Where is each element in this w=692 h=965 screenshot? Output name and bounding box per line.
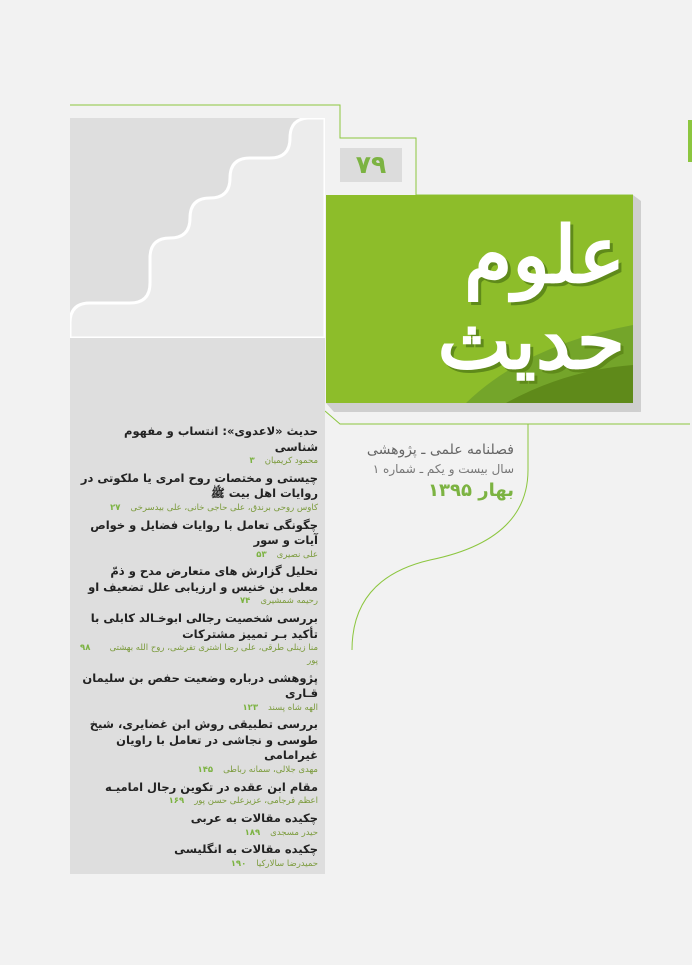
article-page: ۱۴۵ [197,764,214,775]
article-authors: علی نصیری [276,549,318,560]
article-title: چکیده مقالات به انگلیسی [174,842,318,857]
article-title: چکیده مقالات به عربی [190,811,318,825]
article-title: مقام ابن عقده در تکوین رجال امامیـه [104,779,318,794]
article-authors: مهدی جلالی، سمانه رباطی [223,764,318,775]
article-page: ۱۸۹ [244,827,261,838]
issue-number: ۷۹ [340,148,402,182]
article-authors: رحیمه شمشیری [260,596,318,607]
article-authors: الهه شاه پسند [268,702,318,713]
toc-item [80,717,318,776]
article-title: حدیث «لاعدوی»: انتساب و مفهوم شناسی [124,424,318,454]
table-of-contents [80,424,318,874]
article-title: پژوهشی درباره وضعیت حفص بن سلیمان قـاری [82,670,318,701]
article-authors: حیدر مسجدی [270,827,318,838]
journal-type: فصلنامه علمی ـ پژوهشی [366,442,514,458]
article-page: ۷۴ [239,596,251,607]
article-authors: منا زینلی طرقی، علی رضا اشتری تفرشی، روح الله بهشتی پور [109,643,318,666]
journal-season: بهار ۱۳۹۵ [428,480,514,501]
article-authors: محمود کریمیان [264,456,318,467]
article-title: بررسی شخصیت رجالی ابوخـالد کابلی با تأکید بـر تمییز مشترکات [90,611,318,641]
article-authors: اعظم فرجامی، عزیزعلی حسن پور [194,796,318,807]
journal-info [352,442,514,501]
article-title: بررسی تطبیقی روش ابن غضایری، شیخ طوسی و نجاشی در تعامل با راویان غیرامامی [89,717,318,763]
toc-item [80,564,318,608]
article-title: چیستی و مختصات روح امری یا ملکوتی در روایات اهل بیت ﷺ [80,470,318,501]
article-page: ۲۷ [110,502,121,513]
toc-item [80,671,318,715]
toc-item [80,811,318,839]
toc-item [80,424,318,468]
article-page: ۵۳ [256,549,267,560]
side-accent-bar [688,120,692,162]
journal-logo [326,195,633,403]
panel-ornament [70,118,325,338]
article-title: چگونگی تعامل با روایات فضایل و خواص آیات و سور [90,517,318,548]
journal-title: علوم حدیث [437,210,625,387]
article-page: ۱۹۰ [230,858,247,869]
toc-item [80,842,318,870]
article-title: تحلیل گزارش های متعارض مدح و ذمّ معلی بن خنیس و ارزیابی علل تضعیف او [88,564,318,594]
toc-item [80,611,318,668]
article-authors: حمیدرضا سالارکیا [256,858,318,869]
toc-item [80,780,318,808]
article-page: ۹۸ [80,643,91,654]
journal-volume: سال بیست و یکم ـ شماره ۱ [372,462,514,476]
toc-item [80,471,318,515]
toc-item [80,518,318,562]
article-page: ۳ [249,456,255,467]
article-page: ۱۲۳ [242,702,259,713]
article-page: ۱۶۹ [168,796,185,807]
article-authors: کاوس روحی برندق، علی حاجی خانی، علی بیدسرخی [130,502,318,513]
